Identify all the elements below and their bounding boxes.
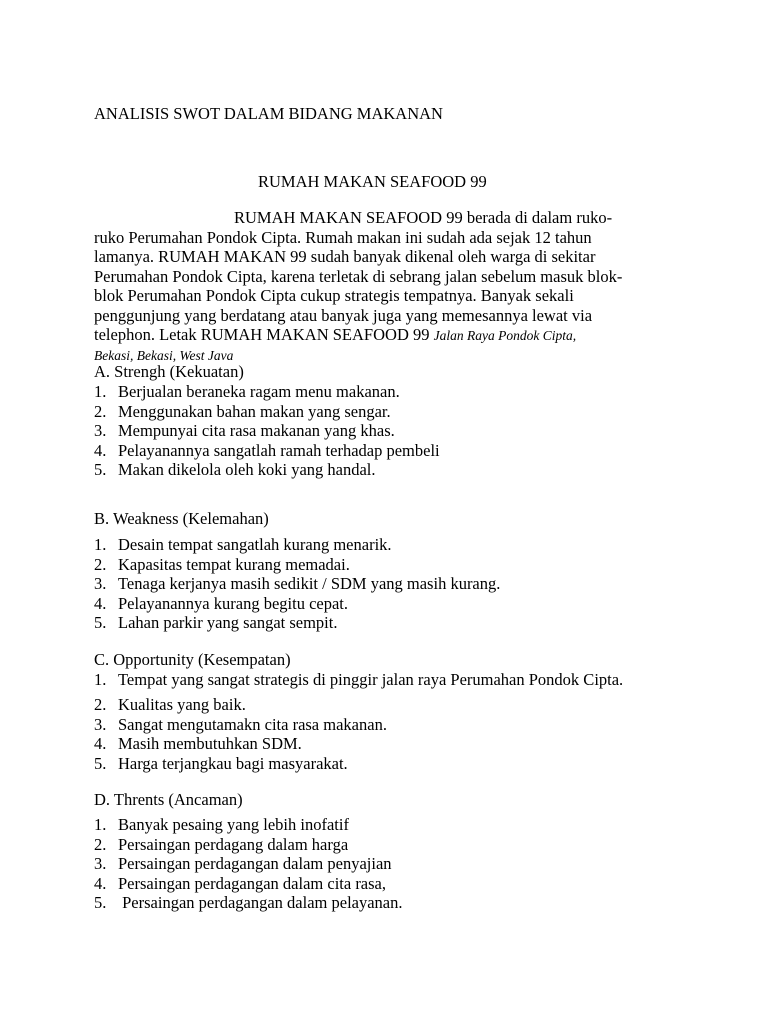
list-item bbox=[94, 555, 500, 575]
section-heading-opportunity: C. Opportunity (Kesempatan) bbox=[94, 650, 291, 669]
section-heading-weakness: B. Weakness (Kelemahan) bbox=[94, 509, 269, 528]
item-text: Persaingan perdagangan dalam penyajian bbox=[118, 854, 392, 873]
strength-list bbox=[94, 382, 440, 480]
item-text: Mempunyai cita rasa makanan yang khas. bbox=[118, 421, 395, 440]
section-heading-threats: D. Thrents (Ancaman) bbox=[94, 790, 243, 809]
item-text: Lahan parkir yang sangat sempit. bbox=[118, 613, 338, 632]
item-text: Kualitas yang baik. bbox=[118, 695, 246, 714]
item-text: Makan dikelola oleh koki yang handal. bbox=[118, 460, 376, 479]
item-number: 5. bbox=[94, 460, 107, 479]
item-text: Persaingan perdagangan dalam cita rasa, bbox=[118, 873, 387, 893]
item-number: 1. bbox=[94, 382, 107, 401]
intro-line-with-address bbox=[94, 325, 674, 346]
list-item bbox=[94, 893, 403, 913]
item-number: 1. bbox=[94, 670, 107, 689]
address-text: Jalan Raya Pondok Cipta, bbox=[433, 328, 577, 343]
list-item bbox=[94, 715, 623, 735]
intro-line: lamanya. RUMAH MAKAN 99 sudah banyak dikenal oleh warga di sekitar bbox=[94, 247, 596, 266]
list-item bbox=[94, 421, 440, 441]
restaurant-title: RUMAH MAKAN SEAFOOD 99 bbox=[258, 172, 487, 191]
opportunity-list bbox=[94, 670, 623, 773]
intro-paragraph bbox=[94, 208, 674, 365]
item-text: Tempat yang sangat strategis di pinggir jalan raya Perumahan Pondok Cipta. bbox=[118, 670, 624, 689]
intro-line: telephon. Letak RUMAH MAKAN SEAFOOD 99 bbox=[94, 325, 430, 344]
item-number: 4. bbox=[94, 593, 107, 613]
list-item bbox=[94, 835, 403, 855]
list-item bbox=[94, 535, 500, 555]
item-number: 3. bbox=[94, 854, 107, 873]
intro-line: Perumahan Pondok Cipta, karena terletak di sebrang jalan sebelum masuk blok- bbox=[94, 266, 623, 286]
item-text: Tenaga kerjanya masih sedikit / SDM yang masih kurang. bbox=[118, 574, 501, 593]
list-item bbox=[94, 594, 500, 614]
item-number: 3. bbox=[94, 421, 107, 440]
item-number: 3. bbox=[94, 714, 107, 734]
item-text: Sangat mengutamakn cita rasa makanan. bbox=[118, 714, 387, 734]
item-number: 2. bbox=[94, 554, 107, 574]
threats-list bbox=[94, 815, 403, 913]
item-number: 1. bbox=[94, 535, 107, 554]
list-item bbox=[94, 613, 500, 633]
item-text: Menggunakan bahan makan yang sengar. bbox=[118, 401, 391, 421]
list-item bbox=[94, 815, 403, 835]
item-number: 5. bbox=[94, 613, 107, 632]
item-text: Desain tempat sangatlah kurang menarik. bbox=[118, 535, 392, 554]
intro-line: blok Perumahan Pondok Cipta cukup strategis tempatnya. Banyak sekali bbox=[94, 286, 574, 305]
item-text: Kapasitas tempat kurang memadai. bbox=[118, 554, 350, 574]
intro-line: penggunjung yang berdatang atau banyak juga yang memesannya lewat via bbox=[94, 305, 593, 325]
list-item bbox=[94, 695, 623, 715]
list-item bbox=[94, 382, 440, 402]
item-number: 2. bbox=[94, 834, 107, 854]
list-item bbox=[94, 441, 440, 461]
item-text: Masih membutuhkan SDM. bbox=[118, 734, 302, 753]
item-text: Pelayanannya kurang begitu cepat. bbox=[118, 593, 348, 613]
item-text: Banyak pesaing yang lebih inofatif bbox=[118, 815, 349, 834]
intro-line: RUMAH MAKAN SEAFOOD 99 berada di dalam ruko- bbox=[234, 208, 613, 227]
item-number: 1. bbox=[94, 815, 107, 834]
intro-line: ruko Perumahan Pondok Cipta. Rumah makan ini sudah ada sejak 12 tahun bbox=[94, 227, 592, 247]
address-text: Bekasi, Bekasi, West Java bbox=[94, 347, 234, 363]
item-number: 5. bbox=[94, 753, 107, 773]
section-heading-strength: A. Strengh (Kekuatan) bbox=[94, 362, 244, 381]
item-number: 2. bbox=[94, 695, 107, 714]
list-item bbox=[94, 874, 403, 894]
weakness-list bbox=[94, 535, 500, 633]
item-text: Persaingan perdagang dalam harga bbox=[118, 834, 349, 854]
list-item bbox=[94, 460, 440, 480]
item-text: Pelayanannya sangatlah ramah terhadap pembeli bbox=[118, 440, 440, 460]
document-title: ANALISIS SWOT DALAM BIDANG MAKANAN bbox=[94, 104, 443, 123]
item-number: 2. bbox=[94, 401, 107, 421]
list-item bbox=[94, 754, 623, 774]
list-item bbox=[94, 854, 403, 874]
list-item bbox=[94, 734, 623, 754]
item-text: Harga terjangkau bagi masyarakat. bbox=[118, 753, 348, 773]
list-item bbox=[94, 670, 623, 695]
item-text: Persaingan perdagangan dalam pelayanan. bbox=[118, 893, 403, 912]
list-item bbox=[94, 402, 440, 422]
item-number: 4. bbox=[94, 440, 107, 460]
item-number: 4. bbox=[94, 873, 107, 893]
list-item bbox=[94, 574, 500, 594]
item-text: Berjualan beraneka ragam menu makanan. bbox=[118, 382, 400, 401]
item-number: 3. bbox=[94, 574, 107, 593]
item-number: 5. bbox=[94, 893, 107, 912]
item-number: 4. bbox=[94, 734, 107, 753]
